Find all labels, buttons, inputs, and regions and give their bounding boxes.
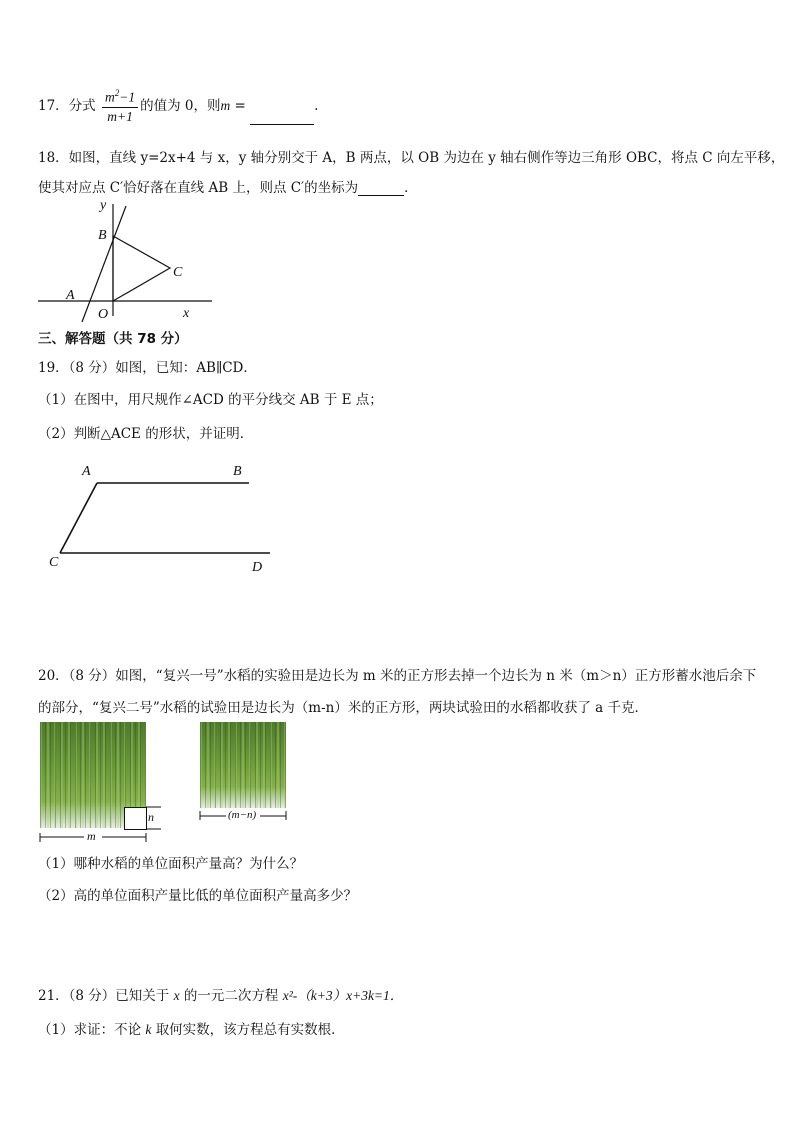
segment-ac: [60, 483, 97, 553]
rice-field-2-image: [200, 722, 286, 808]
label-m-minus-n: (m−n): [228, 809, 257, 821]
q17-equals: =: [234, 97, 246, 114]
q17-answer-blank[interactable]: [250, 110, 314, 125]
q21-header: [38, 984, 403, 1004]
q18-line2-text: 使其对应点 C′恰好落在直线 AB 上，则点 C′的坐标为: [38, 180, 359, 196]
q21-part1-end: 取何实数，该方程总有实数根．: [155, 1022, 345, 1038]
label-c: C: [49, 555, 59, 570]
q19-part1: （1）在图中，用尺规作∠ACD 的平分线交 AB 于 E 点；: [38, 392, 383, 408]
q18-line1: 18．如图，直线 y=2x+4 与 x，y 轴分别交于 A，B 两点，以 OB 为边在 y 轴右侧作等边三角形 OBC，将点 C 向左平移，: [38, 150, 785, 166]
q17-var: m: [220, 97, 231, 113]
q21-part1: [38, 1018, 345, 1038]
label-x: x: [183, 306, 190, 321]
label-a: A: [66, 288, 75, 303]
label-o: O: [98, 307, 109, 322]
q21-header-mid: 的一元二次方程: [183, 988, 279, 1004]
q20-part2: （2）高的单位面积产量比低的单位面积产量高多少？: [38, 888, 358, 904]
frac-num-rest: −1: [119, 89, 136, 105]
frac-denominator: m+1: [107, 108, 133, 124]
line-ab: [82, 206, 126, 322]
q17-number: 17．: [38, 97, 69, 114]
q17-suffix: 的值为 0，则: [140, 97, 221, 114]
q19-figure: [40, 456, 290, 578]
q20-line1: 20．（8 分）如图，“复兴一号”水稻的实验田是边长为 m 米的正方形去掉一个边长为 n 米（m＞n）正方形蓄水池后余下: [38, 668, 757, 684]
q17-fraction: [102, 88, 138, 125]
label-y: y: [100, 198, 107, 213]
section-3-title: 三、解答题（共 78 分）: [38, 331, 188, 347]
q21-var-k: k: [145, 1022, 152, 1037]
q21-var-x: x: [173, 988, 180, 1003]
q19-header: 19．（8 分）如图，已知：AB∥CD．: [38, 360, 257, 376]
label-a: A: [82, 464, 91, 479]
label-b: B: [98, 228, 107, 243]
field-1-dimension-lines: [36, 804, 166, 846]
q18-line2: 使其对应点 C′恰好落在直线 AB 上，则点 C′的坐标为 ．: [38, 180, 418, 196]
question-17: 17．分式 $\frac{m^2-1}{m+1}$ 的值为 0，则m = .: [38, 88, 319, 124]
triangle-obc: [113, 236, 170, 301]
q21-part1-start: （1）求证：不论: [38, 1022, 142, 1038]
label-m: m: [87, 829, 96, 843]
q18-answer-blank[interactable]: [358, 181, 404, 196]
q18-figure: [30, 196, 230, 324]
q20-part1: （1）哪种水稻的单位面积产量高？为什么？: [38, 856, 304, 872]
label-c: C: [173, 265, 183, 280]
label-d: D: [252, 560, 263, 575]
frac-num-base: m: [104, 89, 115, 105]
q17-prefix: 分式: [68, 97, 96, 114]
q20-line2: 的部分，“复兴二号”水稻的试验田是边长为（m-n）米的正方形，两块试验田的水稻都收获了 a 千克．: [38, 700, 648, 716]
label-b: B: [233, 464, 242, 479]
label-n: n: [148, 810, 154, 824]
q21-equation: x²-（k+3）x+3k=1．: [282, 988, 404, 1003]
q19-part2: （2）判断△ACE 的形状，并证明．: [38, 426, 254, 442]
q21-header-start: 21．（8 分）已知关于: [38, 988, 170, 1004]
frac-num-exp: 2: [114, 88, 120, 98]
